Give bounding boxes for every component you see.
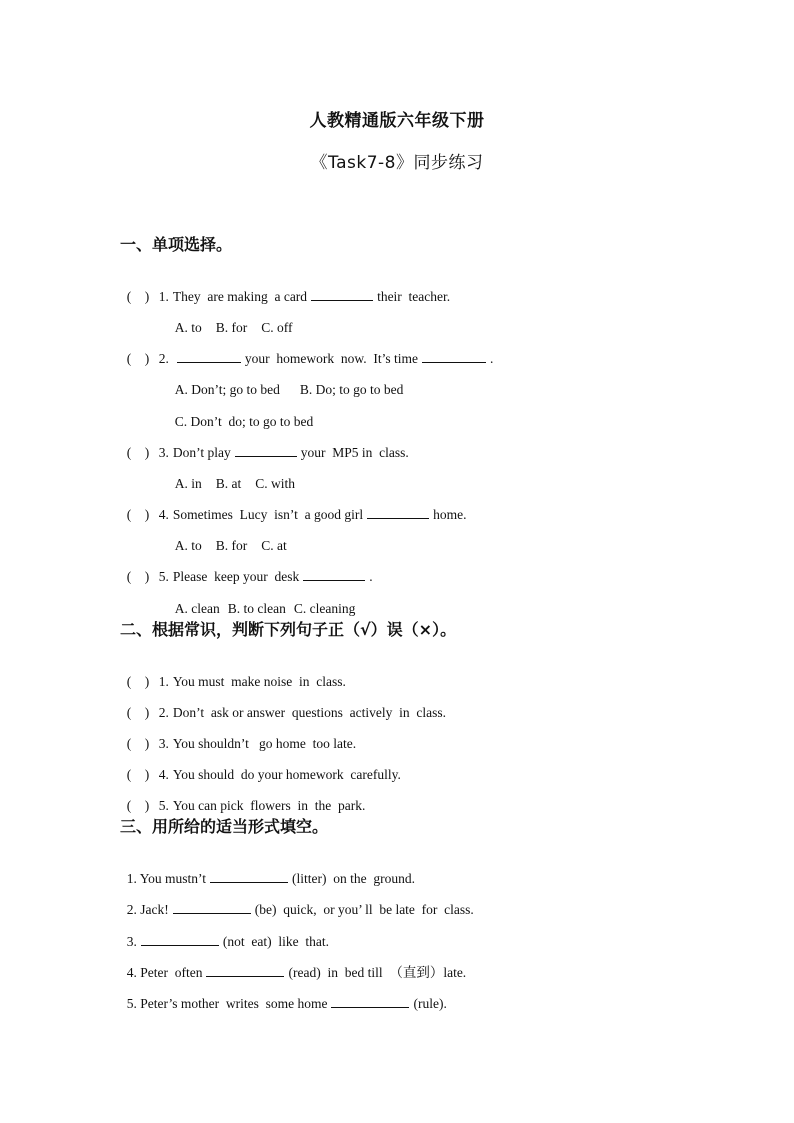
- question-3-options: A. in B. at C. with: [174, 476, 296, 491]
- judge-item: ( ) 1. You must make noise in class.: [126, 674, 346, 689]
- answer-paren[interactable]: ( ): [126, 798, 150, 813]
- question-1: ( ) 1. They are making a card their teacher.: [126, 289, 451, 304]
- answer-paren[interactable]: ( ): [126, 445, 150, 460]
- section1-heading: 一、单项选择。: [120, 235, 233, 254]
- fill-item: 4. Peter often (read) in bed till （直到）late.: [126, 965, 467, 980]
- fill-blank[interactable]: [206, 964, 284, 977]
- fill-item: 1. You mustn’t (litter) on the ground.: [126, 871, 416, 886]
- judge-item: ( ) 5. You can pick flowers in the park.: [126, 798, 366, 813]
- answer-paren[interactable]: ( ): [126, 736, 150, 751]
- question-3: ( ) 3. Don’t play your MP5 in class.: [126, 445, 409, 460]
- page-subtitle: 《Task7-8》同步练习: [310, 153, 484, 173]
- fill-blank[interactable]: [173, 901, 251, 914]
- answer-paren[interactable]: ( ): [126, 507, 150, 522]
- fill-blank[interactable]: [235, 444, 297, 457]
- fill-item: 5. Peter’s mother writes some home (rule).: [126, 996, 447, 1011]
- fill-blank[interactable]: [210, 870, 288, 883]
- section2-heading: 二、根据常识，判断下列句子正（√）误（×）。: [120, 620, 457, 639]
- section3-heading: 三、用所给的适当形式填空。: [120, 817, 329, 836]
- fill-blank[interactable]: [331, 995, 409, 1008]
- answer-paren[interactable]: ( ): [126, 289, 150, 304]
- fill-item: 3. (not eat) like that.: [126, 934, 329, 949]
- answer-paren[interactable]: ( ): [126, 705, 150, 720]
- question-2-options: A. Don’t; go to bed B. Do; to go to bed: [174, 382, 404, 397]
- question-4-options: A. to B. for C. at: [174, 538, 287, 553]
- fill-blank[interactable]: [303, 568, 365, 581]
- question-1-options: A. to B. for C. off: [174, 320, 293, 335]
- judge-item: ( ) 4. You should do your homework carefully.: [126, 767, 401, 782]
- judge-item: ( ) 2. Don’t ask or answer questions actively in class.: [126, 705, 446, 720]
- fill-blank[interactable]: [141, 933, 219, 946]
- answer-paren[interactable]: ( ): [126, 674, 150, 689]
- answer-paren[interactable]: ( ): [126, 351, 150, 366]
- answer-paren[interactable]: ( ): [126, 767, 150, 782]
- question-5: ( ) 5. Please keep your desk .: [126, 569, 373, 584]
- fill-blank[interactable]: [311, 288, 373, 301]
- fill-blank[interactable]: [367, 506, 429, 519]
- judge-item: ( ) 3. You shouldn’t go home too late.: [126, 736, 357, 751]
- question-2: ( ) 2. your homework now. It’s time .: [126, 351, 494, 366]
- fill-blank[interactable]: [177, 350, 241, 363]
- fill-item: 2. Jack! (be) quick, or you’ ll be late for class.: [126, 902, 474, 917]
- page-title: 人教精通版六年级下册: [309, 111, 485, 131]
- answer-paren[interactable]: ( ): [126, 569, 150, 584]
- question-2-options-2: C. Don’t do; to go to bed: [174, 414, 314, 429]
- fill-blank[interactable]: [422, 350, 486, 363]
- question-4: ( ) 4. Sometimes Lucy isn’t a good girl home.: [126, 507, 467, 522]
- question-5-options: A. clean B. to clean C. cleaning: [174, 601, 356, 616]
